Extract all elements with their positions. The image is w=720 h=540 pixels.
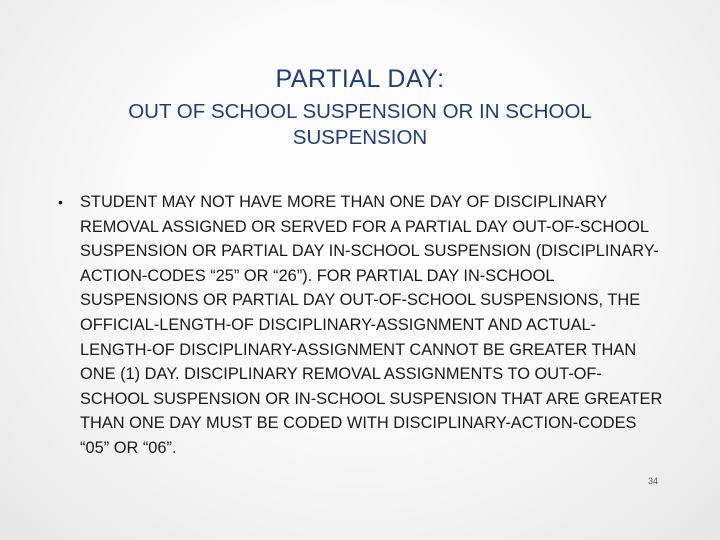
bullet-list bbox=[58, 190, 668, 461]
slide-title: PARTIAL DAY: bbox=[275, 65, 445, 93]
slide-number: 34 bbox=[648, 476, 659, 486]
bullet-text: STUDENT MAY NOT HAVE MORE THAN ONE DAY OF DISCIPLINARY REMOVAL ASSIGNED OR SERVED FOR A PARTIAL DAY OUT-OF-SCHOOL SUSPENSION OR PARTIAL DAY IN-SCHOOL SUSPENSION (DISCIPLINARY-ACTION-CODES “25” OR “26”). FOR PARTIAL DAY IN-SCHOOL SUSPENSIONS OR PARTIAL DAY OUT-OF-SCHOOL SUSPENSIONS, THE OFFICIAL-LENGTH-OF DISCIPLINARY-ASSIGNMENT AND ACTUAL-LENGTH-OF DISCIPLINARY-ASSIGNMENT CANNOT BE GREATER THAN ONE (1) DAY. DISCIPLINARY REMOVAL ASSIGNMENTS TO OUT-OF-SCHOOL SUSPENSION OR IN-SCHOOL SUSPENSION THAT ARE GREATER THAN ONE DAY MUST BE CODED WITH DISCIPLINARY-ACTION-CODES “05” OR “06”. bbox=[80, 193, 663, 457]
bullet-dot-icon: • bbox=[58, 194, 63, 210]
slide-subtitle: OUT OF SCHOOL SUSPENSION OR IN SCHOOL SUSPENSION bbox=[128, 100, 592, 149]
bullet-item bbox=[58, 190, 668, 461]
title-block bbox=[0, 64, 720, 151]
